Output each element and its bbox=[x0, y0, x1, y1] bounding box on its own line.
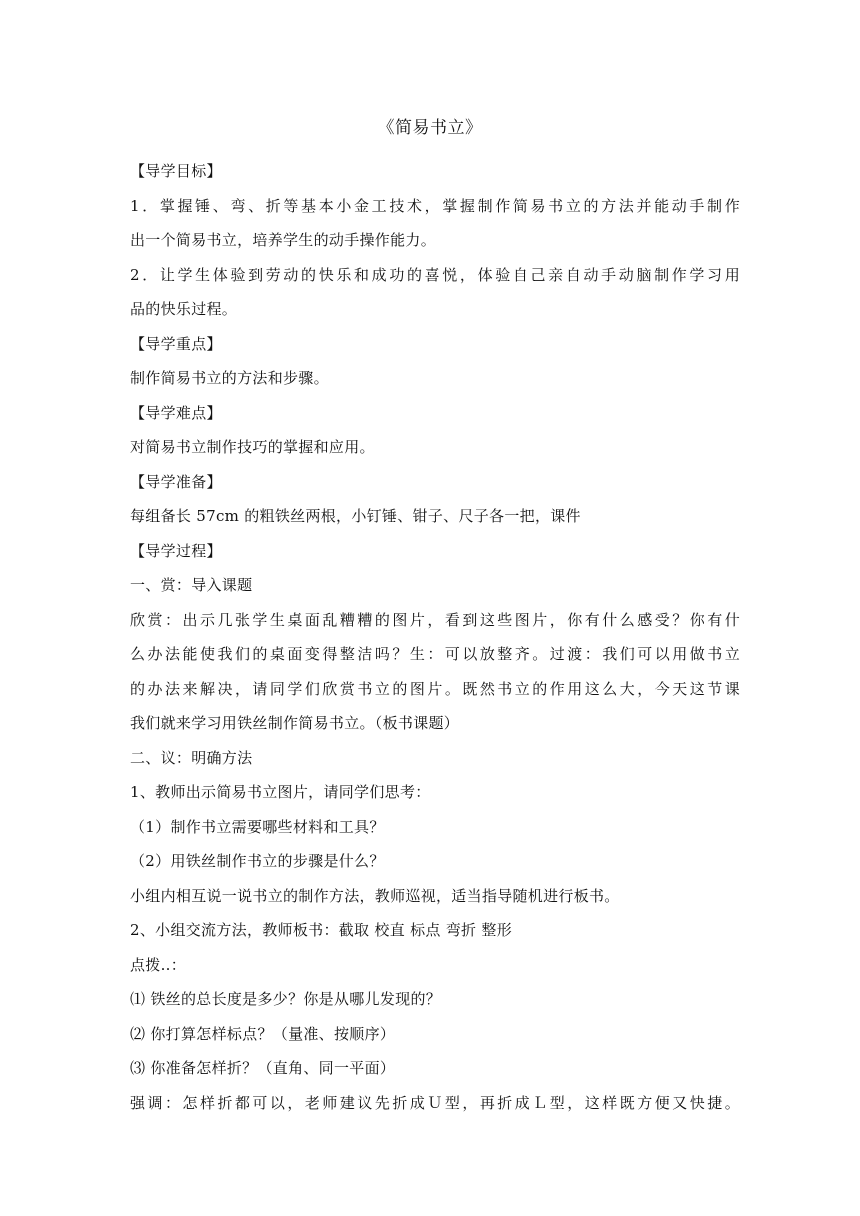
text-line: 出一个简易书立，培养学生的动手操作能力。 bbox=[130, 231, 437, 249]
text-line: 【导学准备】 bbox=[130, 472, 222, 491]
text-line: 点拨..： bbox=[130, 955, 187, 974]
text-line: 1．掌握锤、弯、折等基本小金工技术，掌握制作简易书立的方法并能动手制作 bbox=[130, 196, 740, 215]
text-line: 二、议：明确方法 bbox=[130, 748, 253, 767]
text-line: （1）制作书立需要哪些材料和工具？ bbox=[130, 817, 385, 836]
text-line: 我们就来学习用铁丝制作简易书立。（板书课题） bbox=[130, 714, 460, 732]
text-line: 【导学目标】 bbox=[130, 162, 222, 180]
text-line: 【导学过程】 bbox=[130, 541, 222, 560]
text-line: 每组备长 57cm 的粗铁丝两根，小钉锤、钳子、尺子各一把，课件 bbox=[130, 507, 581, 525]
text-line: 1、教师出示简易书立图片，请同学们思考： bbox=[130, 783, 431, 801]
text-line: ⑵ 你打算怎样标点？（量准、按顺序） bbox=[130, 1024, 396, 1043]
text-line: ⑶ 你准备怎样折？（直角、同一平面） bbox=[130, 1059, 396, 1077]
text-line: 强调：怎样折都可以，老师建议先折成Ｕ型，再折成Ｌ型，这样既方便又快捷。 bbox=[130, 1093, 740, 1112]
text-line: 2、小组交流方法，教师板书：截取 校直 标点 弯折 整形 bbox=[130, 921, 513, 939]
text-line: 【导学重点】 bbox=[130, 334, 222, 353]
document-title: 《简易书立》 bbox=[377, 118, 483, 138]
text-line: 2．让学生体验到劳动的快乐和成功的喜悦，体验自己亲自动手动脑制作学习用 bbox=[130, 265, 740, 284]
text-line: 欣赏：出示几张学生桌面乱糟糟的图片，看到这些图片，你有什么感受？你有什 bbox=[130, 610, 740, 629]
text-line: 一、赏：导入课题 bbox=[130, 576, 253, 594]
text-line: （2）用铁丝制作书立的步骤是什么？ bbox=[130, 852, 385, 870]
text-line: 【导学难点】 bbox=[130, 403, 222, 422]
text-line: 对简易书立制作技巧的掌握和应用。 bbox=[130, 438, 375, 456]
text-line: 制作简易书立的方法和步骤。 bbox=[130, 369, 329, 387]
text-line: 的办法来解决，请同学们欣赏书立的图片。既然书立的作用这么大，今天这节课 bbox=[130, 679, 740, 698]
text-line: 品的快乐过程。 bbox=[130, 300, 238, 318]
document-body bbox=[130, 154, 740, 1120]
text-line: 么办法能使我们的桌面变得整洁吗？生：可以放整齐。过渡：我们可以用做书立 bbox=[130, 645, 740, 663]
text-line: 小组内相互说一说书立的制作方法，教师巡视，适当指导随机进行板书。 bbox=[130, 886, 620, 905]
text-line: ⑴ 铁丝的总长度是多少？你是从哪儿发现的？ bbox=[130, 990, 442, 1008]
